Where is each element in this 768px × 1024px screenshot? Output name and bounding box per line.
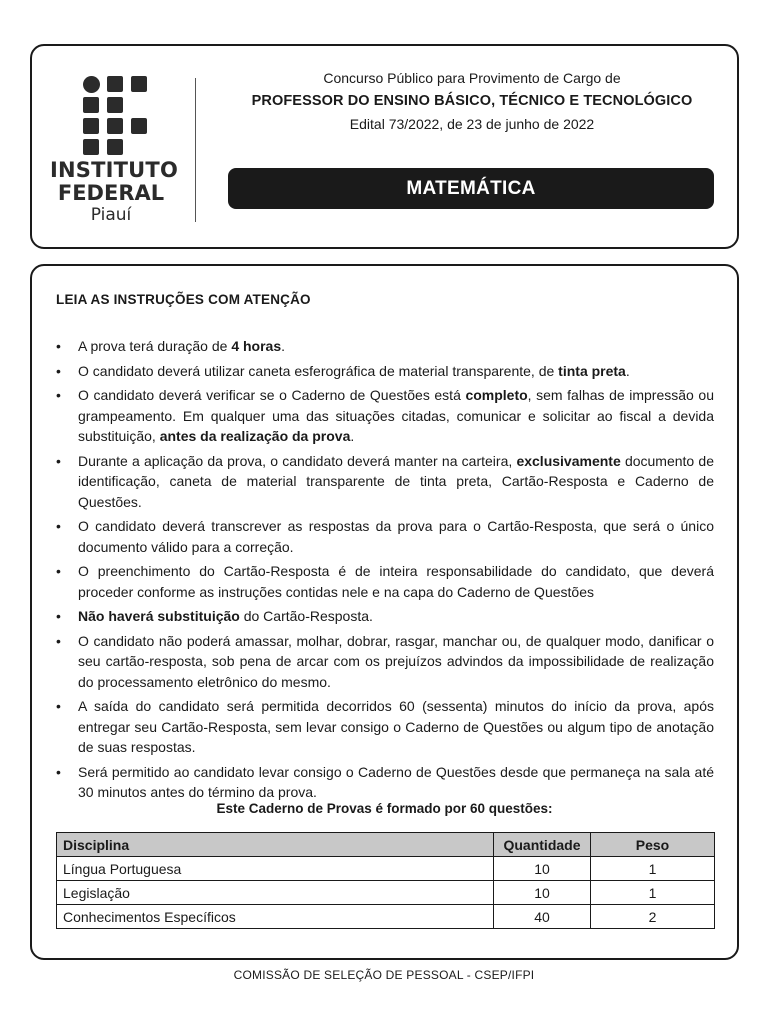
instruction-text: O preenchimento do Cartão-Resposta é de inteira responsabilidade do candidato, que deverá proceder conforme as instruções contidas nele e na capa do Caderno de Questões: [78, 563, 714, 600]
instruction-item: [54, 516, 714, 557]
emphasis-text: tinta preta: [558, 362, 626, 379]
emphasis-text: antes da realização da prova: [159, 428, 351, 444]
instructions-box: [30, 264, 739, 960]
table-header-row: [57, 833, 715, 857]
contest-title: Concurso Público para Provimento de Cargo de: [323, 70, 621, 86]
instruction-text: do Cartão-Resposta.: [239, 608, 373, 624]
cell-weight: 1: [591, 857, 715, 881]
header-quantity: Quantidade: [494, 833, 591, 857]
instruction-item: [54, 451, 714, 513]
instruction-item: [54, 631, 714, 693]
logo-line-2: FEDERAL: [57, 181, 165, 205]
instruction-item: [54, 696, 714, 758]
instruction-text: A prova terá duração de: [78, 338, 232, 354]
instruction-item: [54, 385, 714, 447]
instruction-text: O candidato deverá utilizar caneta esferográfica de material transparente, de: [78, 362, 559, 379]
header-discipline: Disciplina: [57, 833, 494, 857]
cell-discipline: Conhecimentos Específicos: [57, 905, 494, 929]
bullet-marker: •: [56, 338, 61, 354]
bullet-marker: •: [56, 698, 61, 714]
footer-text: COMISSÃO DE SELEÇÃO DE PESSOAL - CSEP/IFPI: [233, 968, 535, 982]
instruction-text: Será permitido ao candidato levar consigo o Caderno de Questões desde que permaneça na sala até 30 minutos antes do término da prova.: [78, 763, 714, 800]
emphasis-text: completo: [465, 387, 528, 403]
ifpi-logo-text: [50, 158, 179, 225]
cell-quantity: 40: [494, 905, 591, 929]
table-caption: Este Caderno de Provas é formado por 60 questões:: [216, 801, 553, 816]
header-box: [30, 44, 739, 249]
table-row: [57, 857, 715, 881]
bullet-marker: •: [56, 632, 61, 649]
bullet-marker: •: [56, 452, 61, 469]
instruction-text: documento de identificação, caneta de material transparente de tinta preta, Cartão-Resposta e Caderno de Questões.: [78, 452, 714, 510]
table-row: [57, 905, 715, 929]
cell-discipline: Língua Portuguesa: [57, 857, 494, 881]
bullet-marker: •: [56, 518, 61, 534]
instruction-text: .: [350, 428, 355, 444]
header-weight: Peso: [591, 833, 715, 857]
instruction-text: O candidato não poderá amassar, molhar, dobrar, rasgar, manchar ou, de qualquer modo, danificar o seu cartão-resposta, sob pena de arcar com os prejuízos advindos da impossibilidade de realização do processamento eletrônico do mesmo.: [78, 632, 714, 690]
emphasis-text: 4 horas: [231, 338, 282, 354]
instruction-text: .: [625, 362, 630, 379]
logo-divider: [195, 78, 196, 222]
instruction-item: [54, 606, 714, 627]
instruction-text: O candidato deverá verificar se o Caderno de Questões está: [78, 387, 466, 403]
cell-weight: 2: [591, 905, 715, 929]
bullet-marker: •: [56, 608, 61, 624]
cell-discipline: Legislação: [57, 881, 494, 905]
question-distribution-table: [56, 832, 715, 929]
cell-quantity: 10: [494, 857, 591, 881]
bullet-marker: •: [56, 563, 61, 579]
instruction-text: O candidato deverá transcrever as respostas da prova para o Cartão-Resposta, que será o único documento válido para a correção.: [78, 518, 714, 555]
instruction-text: A saída do candidato será permitida decorridos 60 (sessenta) minutos do início da prova, após entregar seu Cartão-Resposta, sem levar consigo o Caderno de Questões ou algum tipo de anotação de suas respostas.: [78, 698, 714, 755]
cell-quantity: 10: [494, 881, 591, 905]
bullet-marker: •: [56, 362, 61, 379]
ifpi-logo-mark: [83, 76, 147, 154]
bullet-marker: •: [56, 763, 61, 780]
bullet-marker: •: [56, 387, 61, 403]
cell-weight: 1: [591, 881, 715, 905]
emphasis-text: exclusivamente: [516, 452, 621, 469]
instruction-item: [54, 336, 714, 357]
table-row: [57, 881, 715, 905]
instruction-item: [54, 762, 714, 803]
logo-line-3: Piauí: [90, 205, 132, 225]
emphasis-text: Não haverá substituição: [78, 608, 240, 624]
instruction-item: [54, 361, 714, 382]
logo-line-1: INSTITUTO: [50, 158, 179, 182]
instruction-text: , sem falhas de impressão ou grampeamento. Em qualquer uma das situações citadas, comunicar e solicitar ao fiscal a devida substituição,: [78, 387, 714, 444]
edital-info: Edital 73/2022, de 23 de junho de 2022: [349, 116, 595, 132]
subject-banner: MATEMÁTICA: [228, 168, 714, 209]
instruction-text: Durante a aplicação da prova, o candidato deverá manter na carteira,: [78, 452, 517, 469]
instruction-item: [54, 561, 714, 602]
instructions-title: LEIA AS INSTRUÇÕES COM ATENÇÃO: [56, 292, 311, 307]
position-title: PROFESSOR DO ENSINO BÁSICO, TÉCNICO E TECNOLÓGICO: [251, 93, 693, 109]
instructions-list: [54, 336, 714, 807]
instruction-text: .: [281, 338, 286, 354]
